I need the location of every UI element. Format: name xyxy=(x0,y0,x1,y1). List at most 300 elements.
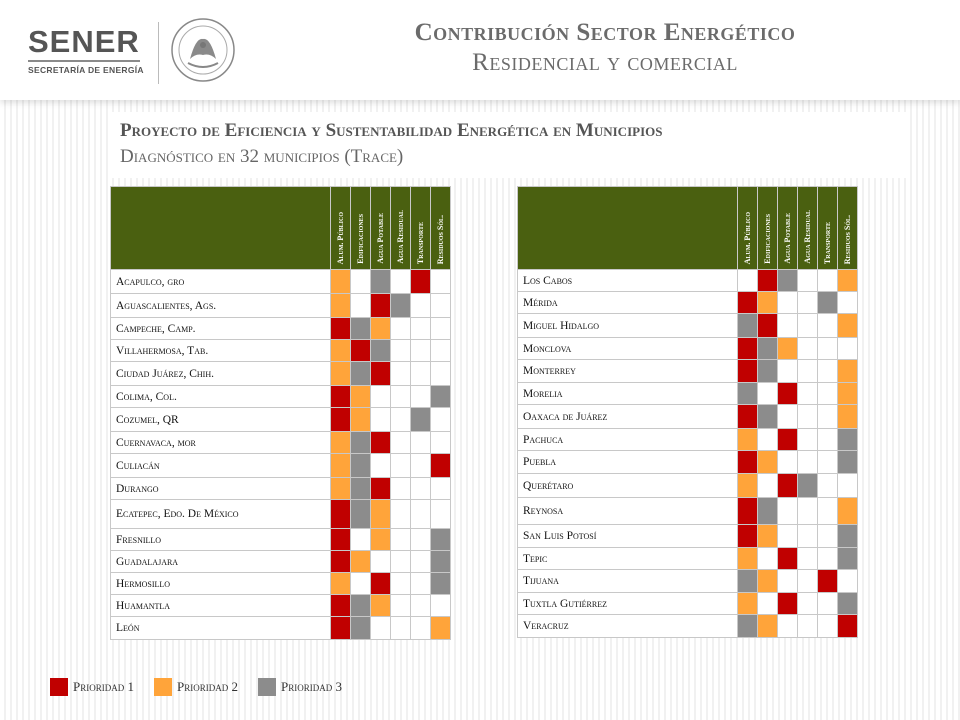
column-header xyxy=(351,187,371,270)
empty-cell xyxy=(838,338,858,360)
empty-cell xyxy=(431,318,451,340)
municipality-name: Pachuca xyxy=(518,429,738,451)
empty-cell xyxy=(818,360,838,383)
empty-cell xyxy=(798,270,818,292)
municipality-name: Puebla xyxy=(518,451,738,474)
column-header xyxy=(411,187,431,270)
priority-3-cell xyxy=(371,270,391,294)
empty-cell xyxy=(391,386,411,408)
empty-cell xyxy=(818,270,838,292)
legend-swatch xyxy=(50,678,68,696)
priority-1-cell xyxy=(758,270,778,292)
empty-cell xyxy=(818,593,838,615)
empty-cell xyxy=(818,525,838,548)
empty-cell xyxy=(391,362,411,386)
empty-cell xyxy=(371,617,391,640)
empty-cell xyxy=(431,340,451,362)
priority-3-cell xyxy=(838,429,858,451)
empty-cell xyxy=(778,360,798,383)
table-row xyxy=(111,478,451,500)
priority-1-cell xyxy=(331,408,351,432)
municipality-name: Los Cabos xyxy=(518,270,738,292)
empty-cell xyxy=(411,595,431,617)
municipality-name: Veracruz xyxy=(518,615,738,638)
table-row xyxy=(111,386,451,408)
empty-cell xyxy=(411,478,431,500)
slide-header xyxy=(0,0,960,100)
priority-3-cell xyxy=(738,314,758,338)
column-header xyxy=(431,187,451,270)
empty-cell xyxy=(798,570,818,593)
table-row xyxy=(518,548,858,570)
municipality-name: Morelia xyxy=(518,383,738,405)
priority-3-cell xyxy=(778,270,798,292)
priority-3-cell xyxy=(798,474,818,498)
left-priority-table xyxy=(110,186,451,640)
priority-3-cell xyxy=(431,386,451,408)
column-header xyxy=(738,187,758,270)
priority-3-cell xyxy=(431,573,451,595)
municipality-name: Mérida xyxy=(518,292,738,314)
empty-cell xyxy=(411,617,431,640)
priority-2-cell xyxy=(758,570,778,593)
priority-3-cell xyxy=(351,595,371,617)
empty-cell xyxy=(411,362,431,386)
empty-cell xyxy=(738,270,758,292)
priority-1-cell xyxy=(778,474,798,498)
priority-3-cell xyxy=(351,362,371,386)
table-row xyxy=(111,318,451,340)
priority-1-cell xyxy=(371,294,391,318)
priority-3-cell xyxy=(758,338,778,360)
logo-divider xyxy=(158,22,159,84)
priority-2-cell xyxy=(331,432,351,454)
table-row xyxy=(518,429,858,451)
priority-3-cell xyxy=(738,383,758,405)
empty-cell xyxy=(431,432,451,454)
priority-2-cell xyxy=(758,615,778,638)
priority-2-cell xyxy=(371,318,391,340)
column-header xyxy=(371,187,391,270)
empty-cell xyxy=(391,500,411,529)
empty-cell xyxy=(391,551,411,573)
priority-3-cell xyxy=(351,478,371,500)
table-row xyxy=(111,270,451,294)
priority-3-cell xyxy=(351,432,371,454)
legend-label: Prioridad 3 xyxy=(280,679,342,694)
table-row xyxy=(111,595,451,617)
priority-1-cell xyxy=(738,451,758,474)
empty-cell xyxy=(411,573,431,595)
empty-cell xyxy=(778,525,798,548)
table-row xyxy=(518,451,858,474)
table-row xyxy=(111,362,451,386)
table-row xyxy=(111,294,451,318)
right-priority-table xyxy=(517,186,858,638)
empty-cell xyxy=(351,294,371,318)
priority-2-cell xyxy=(371,595,391,617)
empty-cell xyxy=(758,474,778,498)
table-row xyxy=(518,270,858,292)
empty-cell xyxy=(818,383,838,405)
municipality-name: San Luis Potosí xyxy=(518,525,738,548)
legend-swatch xyxy=(258,678,276,696)
empty-cell xyxy=(798,360,818,383)
empty-cell xyxy=(758,383,778,405)
title-line-2: Residencial y comercial xyxy=(472,49,738,76)
municipality-name: Cozumel, QR xyxy=(111,408,331,432)
sener-logo xyxy=(28,26,144,75)
empty-cell xyxy=(411,294,431,318)
municipality-name: Tijuana xyxy=(518,570,738,593)
priority-1-cell xyxy=(331,617,351,640)
table-row xyxy=(111,573,451,595)
logo-wordmark: SENER xyxy=(28,24,140,59)
municipality-name: Querétaro xyxy=(518,474,738,498)
empty-cell xyxy=(371,408,391,432)
empty-cell xyxy=(411,340,431,362)
diagnostic-subtitle: Diagnóstico en 32 municipios (Trace) xyxy=(120,146,404,167)
legend-label: Prioridad 1 xyxy=(73,679,134,694)
empty-cell xyxy=(411,386,431,408)
priority-1-cell xyxy=(371,573,391,595)
title-line-1: Contribución Sector Energético xyxy=(414,19,796,46)
national-seal-icon xyxy=(170,17,236,83)
table-row xyxy=(111,551,451,573)
column-header-label: Alum. Público xyxy=(743,211,752,264)
legend-item xyxy=(258,678,342,696)
priority-3-cell xyxy=(351,500,371,529)
empty-cell xyxy=(778,405,798,429)
priority-3-cell xyxy=(758,405,778,429)
priority-1-cell xyxy=(331,500,351,529)
table-row xyxy=(518,314,858,338)
empty-cell xyxy=(798,292,818,314)
empty-cell xyxy=(411,432,431,454)
priority-3-cell xyxy=(738,570,758,593)
priority-2-cell xyxy=(758,451,778,474)
column-header-label: Transporte xyxy=(823,221,832,264)
empty-cell xyxy=(778,498,798,525)
priority-1-cell xyxy=(838,615,858,638)
priority-2-cell xyxy=(738,429,758,451)
empty-cell xyxy=(798,338,818,360)
priority-2-cell xyxy=(758,525,778,548)
column-header xyxy=(391,187,411,270)
column-header-label: Edificaciones xyxy=(356,214,365,264)
priority-2-cell xyxy=(331,340,351,362)
priority-3-cell xyxy=(431,551,451,573)
priority-1-cell xyxy=(331,386,351,408)
municipality-name: Ciudad Juárez, Chih. xyxy=(111,362,331,386)
empty-cell xyxy=(391,318,411,340)
table-row xyxy=(111,500,451,529)
empty-cell xyxy=(351,573,371,595)
column-header-label: Residuos Sól. xyxy=(843,214,852,264)
municipality-name: Acapulco, gro xyxy=(111,270,331,294)
priority-2-cell xyxy=(351,386,371,408)
empty-cell xyxy=(391,454,411,478)
empty-cell xyxy=(818,474,838,498)
empty-cell xyxy=(391,340,411,362)
municipality-name: Hermosillo xyxy=(111,573,331,595)
empty-cell xyxy=(431,408,451,432)
table-row xyxy=(111,432,451,454)
priority-2-cell xyxy=(738,474,758,498)
priority-3-cell xyxy=(351,318,371,340)
logo-rule xyxy=(28,60,140,62)
empty-cell xyxy=(818,615,838,638)
empty-cell xyxy=(431,478,451,500)
column-header-label: Agua Residual xyxy=(803,210,812,264)
priority-2-cell xyxy=(351,551,371,573)
priority-1-cell xyxy=(738,360,758,383)
table-row xyxy=(518,338,858,360)
empty-cell xyxy=(798,383,818,405)
municipality-name: Villahermosa, Tab. xyxy=(111,340,331,362)
column-header-label: Agua Potable xyxy=(783,213,792,264)
priority-2-cell xyxy=(331,270,351,294)
priority-3-cell xyxy=(838,525,858,548)
slide-title xyxy=(300,18,910,78)
empty-cell xyxy=(778,615,798,638)
priority-3-cell xyxy=(431,529,451,551)
empty-cell xyxy=(391,573,411,595)
table-row xyxy=(518,570,858,593)
table-header-row xyxy=(111,187,451,270)
empty-cell xyxy=(411,500,431,529)
empty-cell xyxy=(391,478,411,500)
municipality-name: Fresnillo xyxy=(111,529,331,551)
priority-3-cell xyxy=(738,615,758,638)
table-row xyxy=(518,615,858,638)
priority-1-cell xyxy=(738,292,758,314)
priority-1-cell xyxy=(738,338,758,360)
priority-1-cell xyxy=(778,593,798,615)
empty-cell xyxy=(838,292,858,314)
empty-cell xyxy=(818,338,838,360)
column-header-label: Edificaciones xyxy=(763,214,772,264)
project-title: Proyecto de Eficiencia y Sustentabilidad Energética en Municipios xyxy=(120,120,663,141)
empty-cell xyxy=(798,615,818,638)
column-header xyxy=(778,187,798,270)
empty-cell xyxy=(818,451,838,474)
municipality-name: Colima, Col. xyxy=(111,386,331,408)
column-header-label: Transporte xyxy=(416,221,425,264)
table-row xyxy=(518,525,858,548)
logo-subtitle: SECRETARÍA DE ENERGÍA xyxy=(28,65,144,75)
municipality-name: Cuernavaca, mor xyxy=(111,432,331,454)
priority-3-cell xyxy=(351,617,371,640)
priority-3-cell xyxy=(818,292,838,314)
priority-3-cell xyxy=(758,498,778,525)
priority-1-cell xyxy=(778,383,798,405)
empty-cell xyxy=(391,529,411,551)
municipality-header xyxy=(111,187,331,270)
priority-2-cell xyxy=(351,408,371,432)
empty-cell xyxy=(431,595,451,617)
column-header xyxy=(758,187,778,270)
priority-1-cell xyxy=(411,270,431,294)
empty-cell xyxy=(371,551,391,573)
empty-cell xyxy=(391,595,411,617)
priority-2-cell xyxy=(838,360,858,383)
priority-1-cell xyxy=(778,548,798,570)
priority-1-cell xyxy=(371,478,391,500)
legend-label: Prioridad 2 xyxy=(176,679,238,694)
empty-cell xyxy=(798,429,818,451)
priority-1-cell xyxy=(331,595,351,617)
priority-2-cell xyxy=(331,478,351,500)
empty-cell xyxy=(798,548,818,570)
column-header-label: Agua Residual xyxy=(396,210,405,264)
table-row xyxy=(111,340,451,362)
municipality-name: Durango xyxy=(111,478,331,500)
empty-cell xyxy=(431,500,451,529)
priority-2-cell xyxy=(778,338,798,360)
empty-cell xyxy=(351,270,371,294)
municipality-name: Culiacán xyxy=(111,454,331,478)
municipality-name: Miguel Hidalgo xyxy=(518,314,738,338)
priority-3-cell xyxy=(391,294,411,318)
priority-1-cell xyxy=(818,570,838,593)
priority-2-cell xyxy=(758,292,778,314)
priority-1-cell xyxy=(431,454,451,478)
table-row xyxy=(111,617,451,640)
legend-item xyxy=(154,678,238,696)
table-row xyxy=(111,529,451,551)
empty-cell xyxy=(818,405,838,429)
municipality-name: Oaxaca de Juárez xyxy=(518,405,738,429)
empty-cell xyxy=(758,548,778,570)
priority-1-cell xyxy=(371,432,391,454)
empty-cell xyxy=(411,318,431,340)
table-row xyxy=(111,408,451,432)
municipality-name: Tuxtla Gutiérrez xyxy=(518,593,738,615)
municipality-header xyxy=(518,187,738,270)
priority-2-cell xyxy=(838,383,858,405)
empty-cell xyxy=(391,432,411,454)
priority-1-cell xyxy=(758,314,778,338)
empty-cell xyxy=(798,314,818,338)
column-header xyxy=(818,187,838,270)
priority-1-cell xyxy=(331,529,351,551)
priority-2-cell xyxy=(371,500,391,529)
priority-1-cell xyxy=(738,498,758,525)
empty-cell xyxy=(818,548,838,570)
priority-1-cell xyxy=(738,405,758,429)
priority-2-cell xyxy=(431,617,451,640)
empty-cell xyxy=(838,474,858,498)
priority-1-cell xyxy=(331,318,351,340)
empty-cell xyxy=(798,405,818,429)
municipality-name: Reynosa xyxy=(518,498,738,525)
priority-2-cell xyxy=(331,454,351,478)
municipality-name: Monterrey xyxy=(518,360,738,383)
municipality-name: Guadalajara xyxy=(111,551,331,573)
priority-legend xyxy=(50,678,362,696)
priority-3-cell xyxy=(758,360,778,383)
table-row xyxy=(518,360,858,383)
priority-3-cell xyxy=(838,451,858,474)
empty-cell xyxy=(798,525,818,548)
priority-1-cell xyxy=(371,362,391,386)
municipality-name: Huamantla xyxy=(111,595,331,617)
empty-cell xyxy=(818,498,838,525)
priority-1-cell xyxy=(331,551,351,573)
priority-2-cell xyxy=(838,270,858,292)
empty-cell xyxy=(431,362,451,386)
table-row xyxy=(518,383,858,405)
empty-cell xyxy=(778,570,798,593)
empty-cell xyxy=(758,429,778,451)
priority-3-cell xyxy=(411,408,431,432)
priority-2-cell xyxy=(371,529,391,551)
empty-cell xyxy=(411,454,431,478)
column-header xyxy=(331,187,351,270)
table-row xyxy=(518,405,858,429)
empty-cell xyxy=(431,270,451,294)
municipality-name: Aguascalientes, Ags. xyxy=(111,294,331,318)
legend-item xyxy=(50,678,134,696)
municipality-name: León xyxy=(111,617,331,640)
empty-cell xyxy=(391,408,411,432)
priority-2-cell xyxy=(738,593,758,615)
empty-cell xyxy=(758,593,778,615)
priority-2-cell xyxy=(331,573,351,595)
priority-3-cell xyxy=(838,593,858,615)
priority-3-cell xyxy=(838,548,858,570)
column-header-label: Residuos Sól. xyxy=(436,214,445,264)
priority-1-cell xyxy=(738,525,758,548)
empty-cell xyxy=(391,270,411,294)
municipality-name: Tepic xyxy=(518,548,738,570)
priority-2-cell xyxy=(331,362,351,386)
priority-2-cell xyxy=(838,405,858,429)
empty-cell xyxy=(411,529,431,551)
table-row xyxy=(518,292,858,314)
priority-1-cell xyxy=(778,429,798,451)
empty-cell xyxy=(778,451,798,474)
priority-3-cell xyxy=(351,454,371,478)
priority-2-cell xyxy=(838,498,858,525)
column-header-label: Agua Potable xyxy=(376,213,385,264)
table-row xyxy=(518,474,858,498)
empty-cell xyxy=(818,429,838,451)
empty-cell xyxy=(798,498,818,525)
table-row xyxy=(111,454,451,478)
empty-cell xyxy=(798,593,818,615)
table-row xyxy=(518,498,858,525)
empty-cell xyxy=(818,314,838,338)
empty-cell xyxy=(838,570,858,593)
empty-cell xyxy=(411,551,431,573)
empty-cell xyxy=(778,314,798,338)
empty-cell xyxy=(431,294,451,318)
priority-2-cell xyxy=(738,548,758,570)
table-header-row xyxy=(518,187,858,270)
priority-3-cell xyxy=(371,340,391,362)
empty-cell xyxy=(371,454,391,478)
column-header xyxy=(798,187,818,270)
legend-swatch xyxy=(154,678,172,696)
priority-2-cell xyxy=(331,294,351,318)
priority-2-cell xyxy=(838,314,858,338)
municipality-name: Monclova xyxy=(518,338,738,360)
municipality-name: Ecatepec, Edo. De México xyxy=(111,500,331,529)
empty-cell xyxy=(371,386,391,408)
municipality-name: Campeche, Camp. xyxy=(111,318,331,340)
